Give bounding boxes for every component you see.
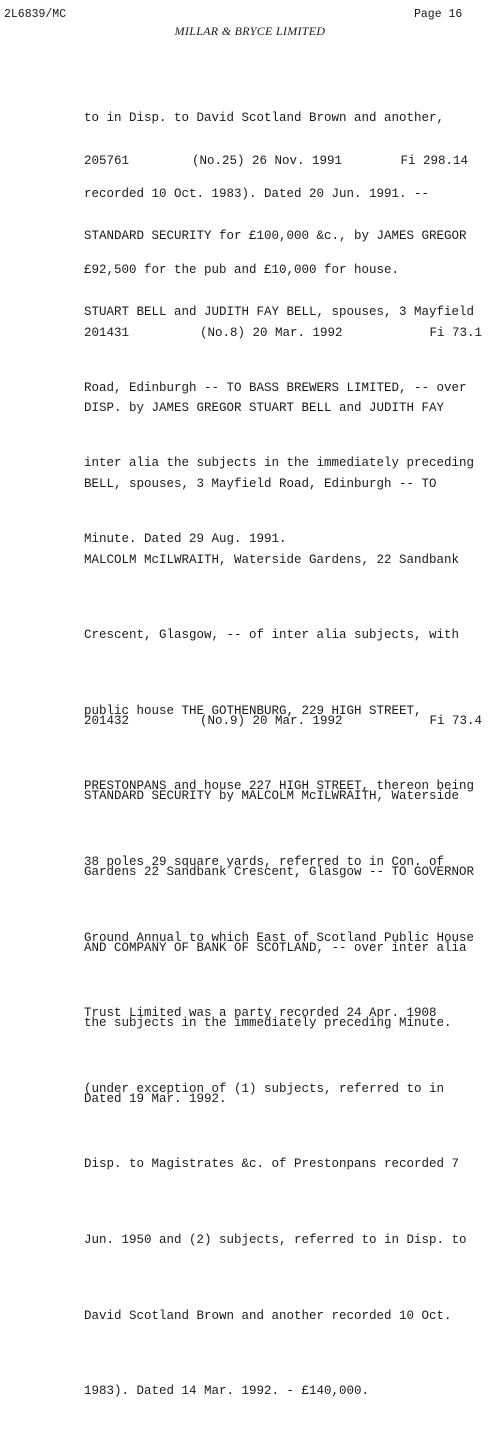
entry-body [84,734,474,1137]
entry-date: (No.8) 20 Mar. 1992 [200,326,343,340]
text-line: public house THE GOTHENBURG, 229 HIGH STREET, [84,703,422,718]
entry-folio: Fi 73.4 [429,714,482,728]
text-line: £92,500 for the pub and £10,000 for house. [84,262,400,277]
text-line: MALCOLM McILWRAITH, Waterside Gardens, 22 Sandbank [84,552,460,567]
entry-heading [84,326,482,346]
entry-heading [84,154,468,174]
page-number: Page 16 [414,8,463,21]
text-line: Disp. to Magistrates &c. of Prestonpans recorded 7 [84,1157,460,1172]
text-line: recorded 10 Oct. 1983). Dated 20 Jun. 1991. -- [84,187,430,201]
text-line: Crescent, Glasgow, -- of inter alia subjects, with [84,628,460,643]
entry-folio: Fi 298.14 [400,154,468,168]
text-line: PRESTONPANS and house 227 HIGH STREET, thereon being [84,779,475,794]
text-line: Trust Limited was a party recorded 24 Apr. 1908 [84,1006,437,1021]
entry-heading [84,714,482,734]
text-line: Jun. 1950 and (2) subjects, referred to in Disp. to [84,1232,467,1247]
text-line: AND COMPANY OF BANK OF SCOTLAND, -- over inter alia [84,940,467,955]
entry-date: (No.25) 26 Nov. 1991 [192,154,343,168]
entry-number: 201432 [84,714,130,728]
text-line: Dated 19 Mar. 1992. [84,1091,227,1106]
text-line: 1983). Dated 14 Mar. 1992. - £140,000. [84,1384,370,1399]
text-line: Road, Edinburgh -- TO BASS BREWERS LIMITED, -- over [84,380,467,395]
text-line: 38 poles 29 square yards, referred to in Con. of [84,854,445,869]
text-line: BELL, spouses, 3 Mayfield Road, Edinburgh -- TO [84,477,437,491]
entry-number: 201431 [84,326,130,340]
text-line: to in Disp. to David Scotland Brown and another, [84,111,445,126]
entry-date: (No.9) 20 Mar. 1992 [200,714,343,728]
text-line: the subjects in the immediately preceding Minute. [84,1016,452,1031]
text-line: DISP. by JAMES GREGOR STUART BELL and JUDITH FAY [84,401,445,416]
entry-number: 205761 [84,154,130,168]
text-line: (under exception of (1) subjects, referred to in [84,1081,445,1096]
text-line: STANDARD SECURITY by MALCOLM McILWRAITH, Waterside [84,789,460,804]
entry-folio: Fi 73.1 [429,326,482,340]
text-line: STUART BELL and JUDITH FAY BELL, spouses, 3 Mayfield [84,305,475,319]
text-line: STANDARD SECURITY for £100,000 &c., by JAMES GREGOR [84,229,467,244]
text-line: Minute. Dated 29 Aug. 1991. [84,531,287,546]
text-line: David Scotland Brown and another recorded 10 Oct. [84,1308,452,1323]
company-name: MILLAR & BRYCE LIMITED [174,24,326,38]
text-line: inter alia the subjects in the immediately preceding [84,456,475,471]
document-ref: 2L6839/MC [4,8,67,21]
text-line: Ground Annual to which East of Scotland Public House [84,930,475,945]
text-line: Gardens 22 Sandbank Crescent, Glasgow -- TO GOVERNOR [84,865,475,879]
